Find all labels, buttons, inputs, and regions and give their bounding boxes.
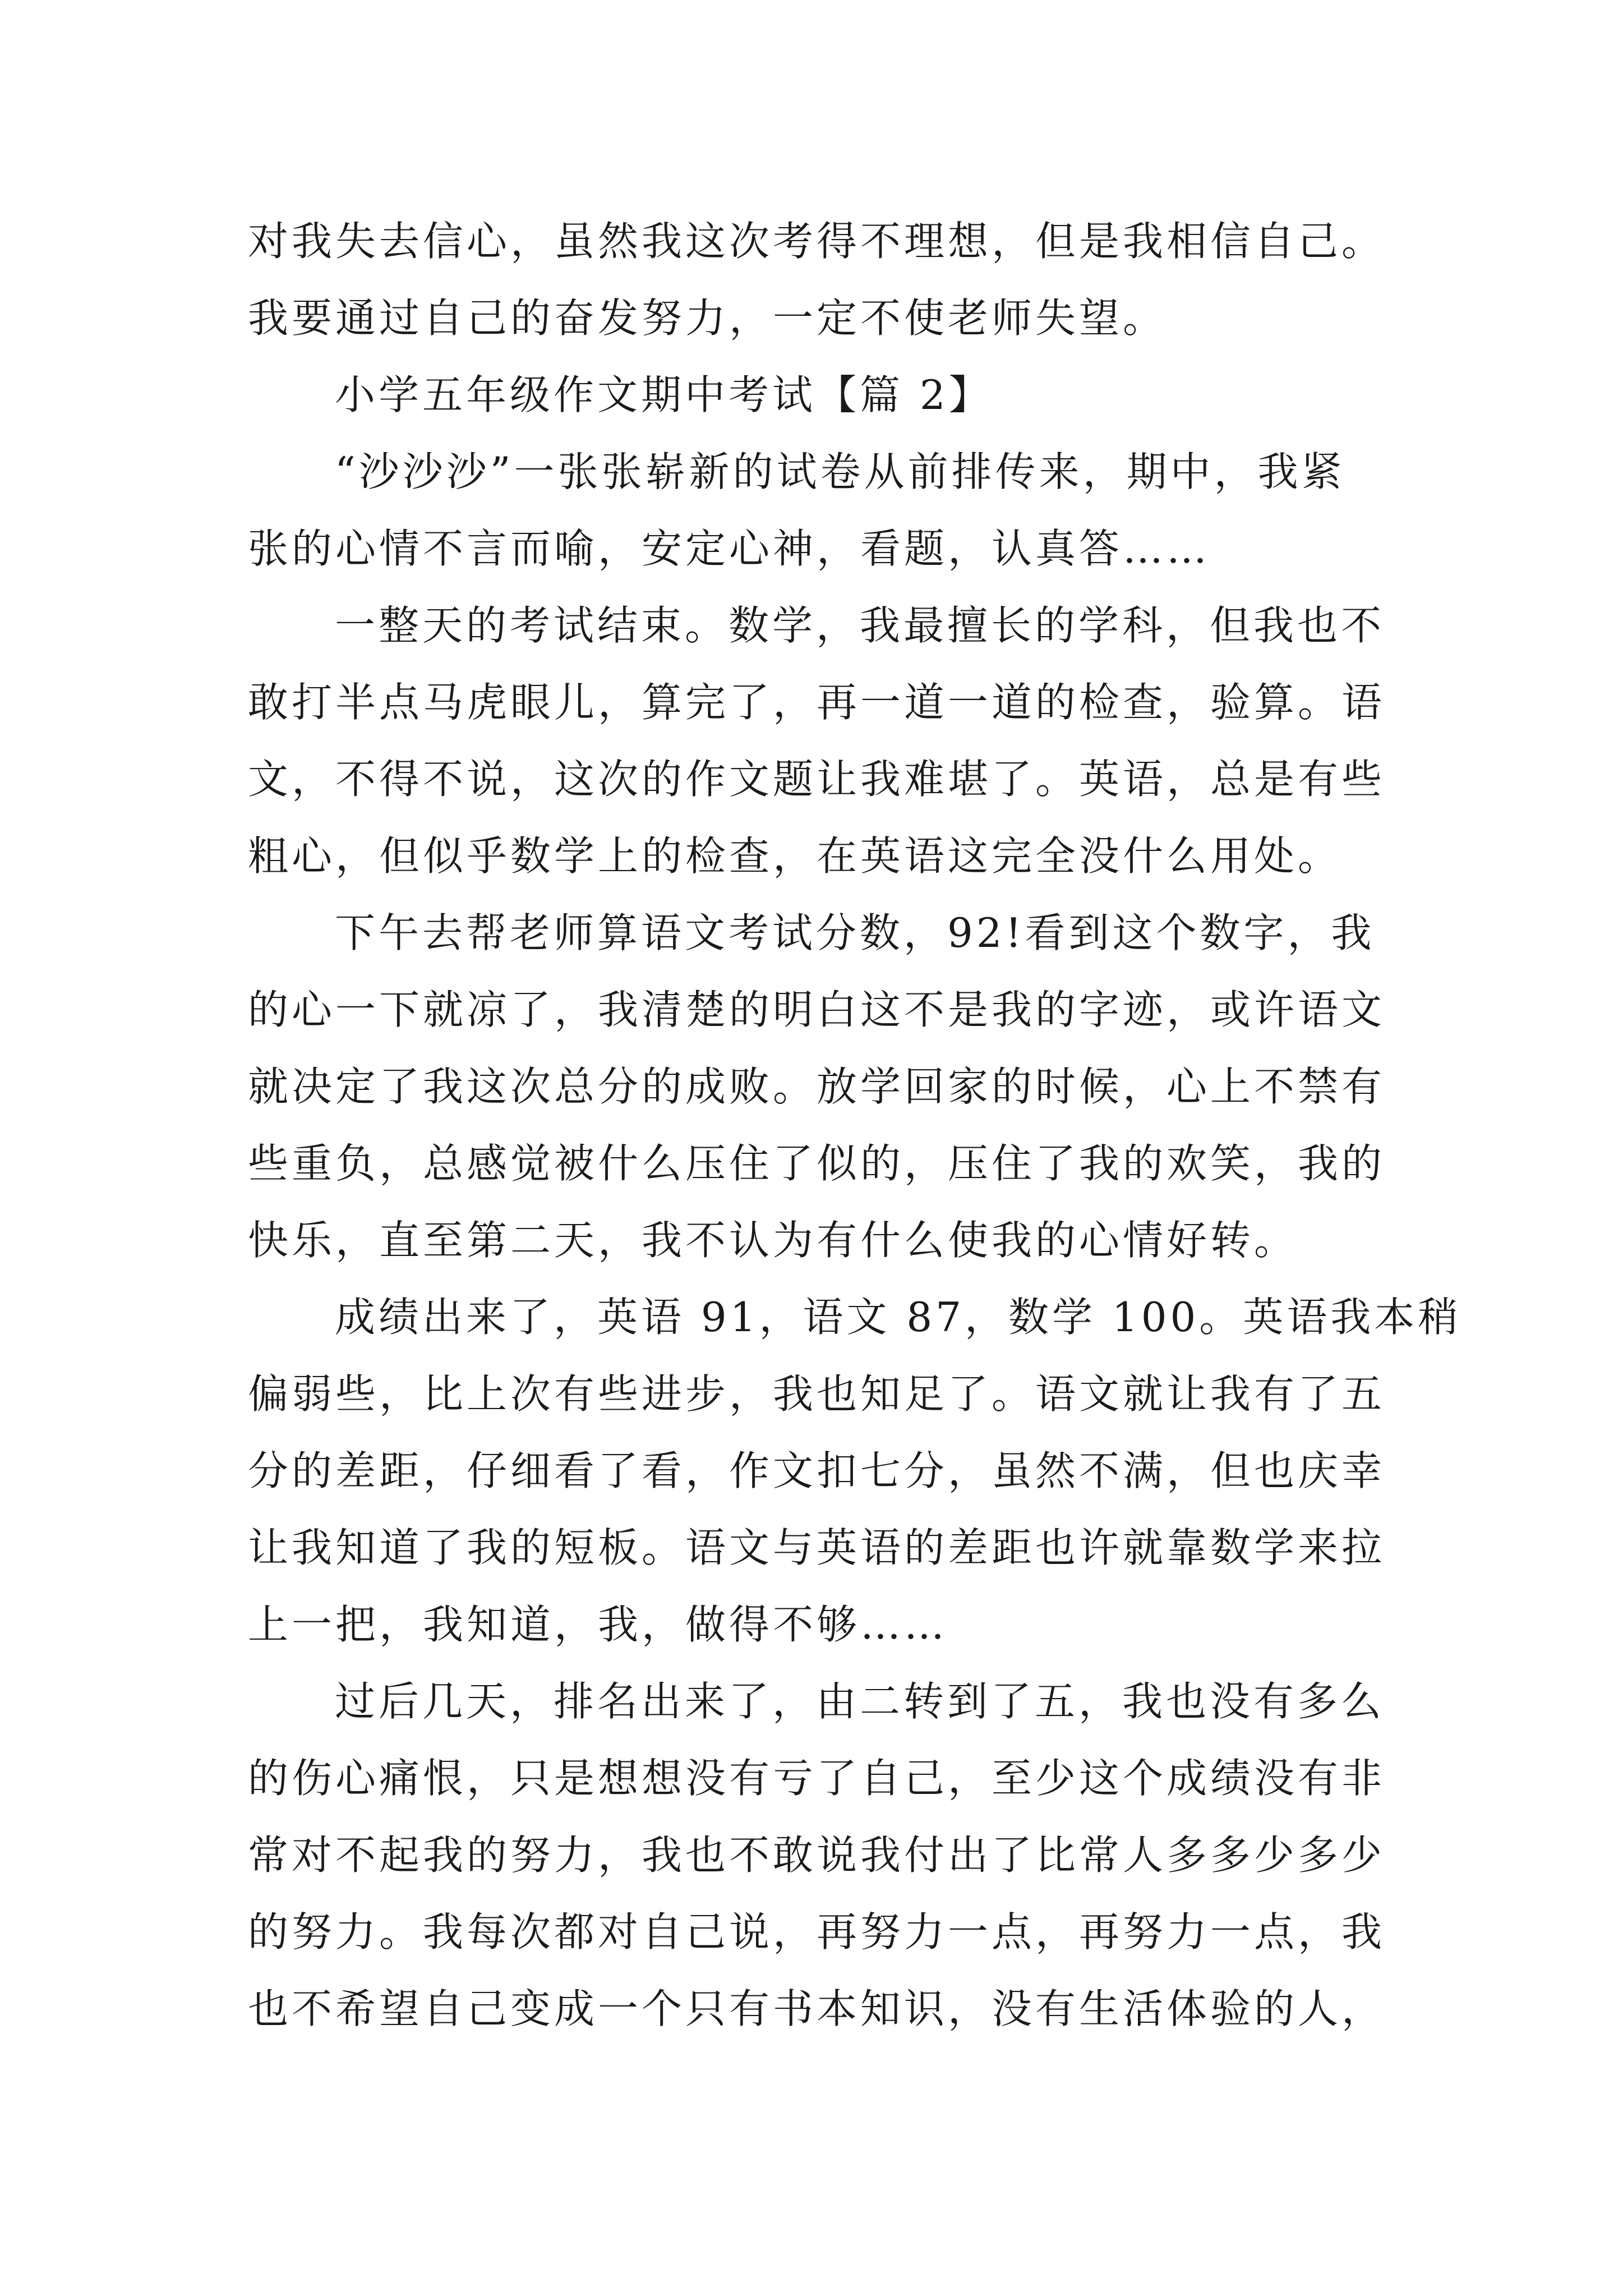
text-line: 就决定了我这次总分的成败。放学回家的时候，心上不禁有 (248, 1063, 1386, 1110)
text-line: “沙沙沙”一张张崭新的试卷从前排传来，期中，我紧 (335, 448, 1345, 495)
text-line: 让我知道了我的短板。语文与英语的差距也许就靠数学来拉 (248, 1524, 1386, 1571)
text-line: 常对不起我的努力，我也不敢说我付出了比常人多多少多少 (248, 1832, 1386, 1879)
text-line: 些重负，总感觉被什么压住了似的，压住了我的欢笑，我的 (248, 1140, 1386, 1187)
text-line: 过后几天，排名出来了，由二转到了五，我也没有多么 (335, 1678, 1385, 1725)
text-line: 粗心，但似乎数学上的检查，在英语这完全没什么用处。 (248, 832, 1342, 880)
text-line: 的伤心痛恨，只是想想没有亏了自己，至少这个成绩没有非 (248, 1755, 1386, 1802)
text-line: 一整天的考试结束。数学，我最擅长的学科，但我也不 (335, 602, 1385, 649)
text-line: 上一把，我知道，我，做得不够…… (248, 1601, 948, 1648)
text-line: 我要通过自己的奋发努力，一定不使老师失望。 (248, 295, 1167, 342)
text-line: 成绩出来了，英语 91，语文 87，数学 100。英语我本稍 (335, 1294, 1462, 1341)
text-line: 下午去帮老师算语文考试分数，92!看到这个数字，我 (335, 909, 1375, 956)
text-line: 敢打半点马虎眼儿，算完了，再一道一道的检查，验算。语 (248, 679, 1386, 726)
text-line: 的心一下就凉了，我清楚的明白这不是我的字迹，或许语文 (248, 986, 1386, 1033)
text-line: 张的心情不言而喻，安定心神，看题，认真答…… (248, 525, 1211, 572)
text-line: 分的差距，仔细看了看，作文扣七分，虽然不满，但也庆幸 (248, 1447, 1386, 1494)
text-line: 快乐，直至第二天，我不认为有什么使我的心情好转。 (248, 1217, 1298, 1264)
text-line: 偏弱些，比上次有些进步，我也知足了。语文就让我有了五 (248, 1370, 1386, 1418)
section-heading: 小学五年级作文期中考试【篇 2】 (335, 371, 993, 418)
text-line: 也不希望自己变成一个只有书本知识，没有生活体验的人， (248, 1985, 1386, 2032)
text-line: 的努力。我每次都对自己说，再努力一点，再努力一点，我 (248, 1908, 1386, 1955)
text-line: 文，不得不说，这次的作文题让我难堪了。英语，总是有些 (248, 756, 1386, 803)
text-line: 对我失去信心，虽然我这次考得不理想，但是我相信自己。 (248, 218, 1386, 265)
essay-text-block (248, 203, 1462, 2047)
